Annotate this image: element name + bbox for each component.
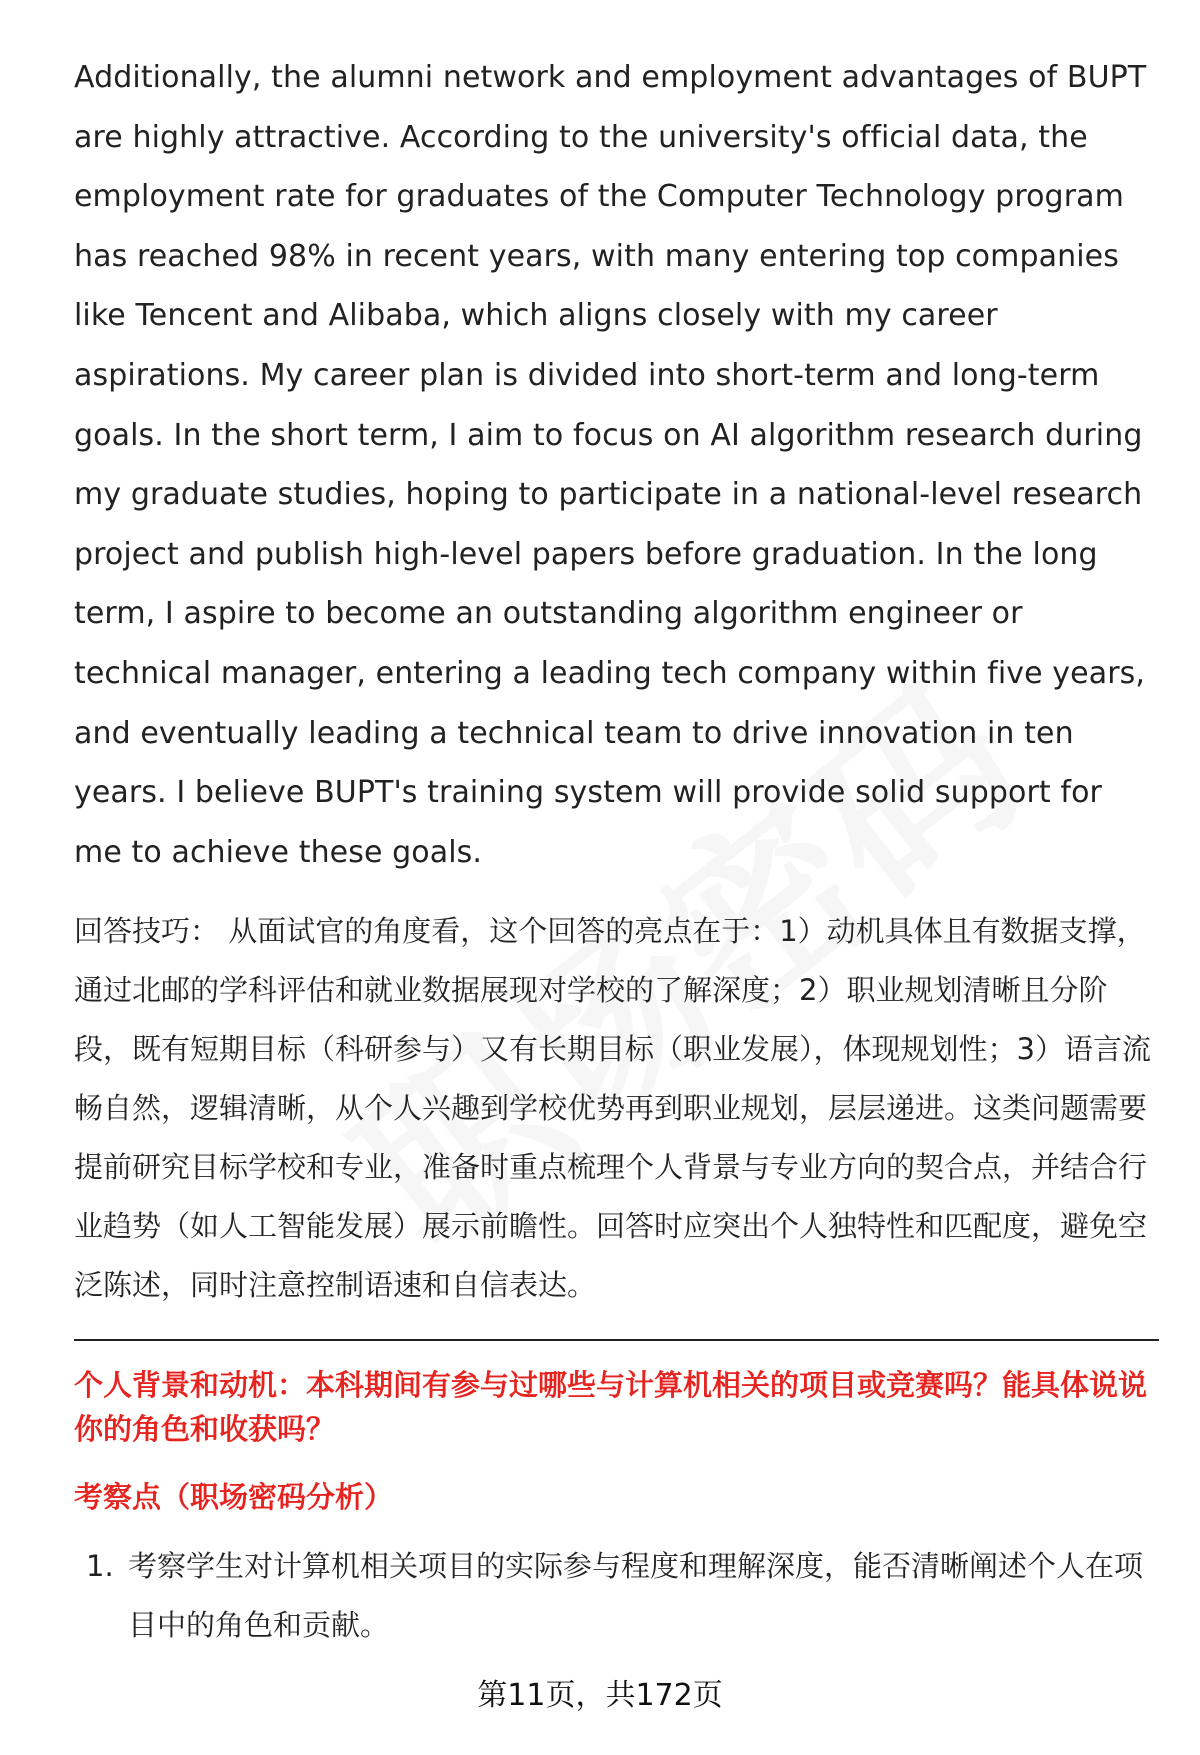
document-page: [74, 48, 1159, 1655]
section-divider: [74, 1339, 1159, 1341]
answer-tips-label: 回答技巧：: [74, 914, 220, 949]
answer-tips-paragraph: [74, 902, 1159, 1315]
assessment-point-number: 1.: [86, 1549, 114, 1584]
assessment-points-list: [74, 1537, 1159, 1655]
assessment-heading: 考察点（职场密码分析）: [74, 1480, 394, 1515]
assessment-point-text: 考察学生对计算机相关项目的实际参与程度和理解深度，能否清晰阐述个人在项目中的角色和贡献。: [128, 1549, 1144, 1643]
page-number: 第11页，共172页: [477, 1678, 723, 1713]
question-heading: 个人背景和动机：本科期间有参与过哪些与计算机相关的项目或竞赛吗？能具体说说你的角色和收获吗？: [74, 1368, 1148, 1447]
answer-paragraph: Additionally, the alumni network and employment advantages of BUPT are highly attractive. According to the university's official data, the employment rate for graduates of the Computer Technology program has reached 98% in recent years, with many entering top companies like Tencent and Alibaba, which aligns closely with my career aspirations. My career plan is divided into short-term and long-term goals. In the short term, I aim to focus on AI algorithm research during my graduate studies, hoping to participate in a national-level research project and publish high-level papers before graduation. In the long term, I aspire to become an outstanding algorithm engineer or technical manager, entering a leading tech company within five years, and eventually leading a technical team to drive innovation in ten years. I believe BUPT's training system will provide solid support for me to achieve these goals.: [74, 60, 1147, 870]
answer-tips-text: 从面试官的角度看，这个回答的亮点在于：1）动机具体且有数据支撑，通过北邮的学科评估和就业数据展现对学校的了解深度；2）职业规划清晰且分阶段，既有短期目标（科研参与）又有长期目标（职业发展），体现规划性；3）语言流畅自然，逻辑清晰，从个人兴趣到学校优势再到职业规划，层层递进。这类问题需要提前研究目标学校和专业，准备时重点梳理个人背景与专业方向的契合点，并结合行业趋势（如人工智能发展）展示前瞻性。回答时应突出个人独特性和匹配度，避免空泛陈述，同时注意控制语速和自信表达。: [74, 914, 1151, 1303]
assessment-point: [74, 1537, 1159, 1655]
